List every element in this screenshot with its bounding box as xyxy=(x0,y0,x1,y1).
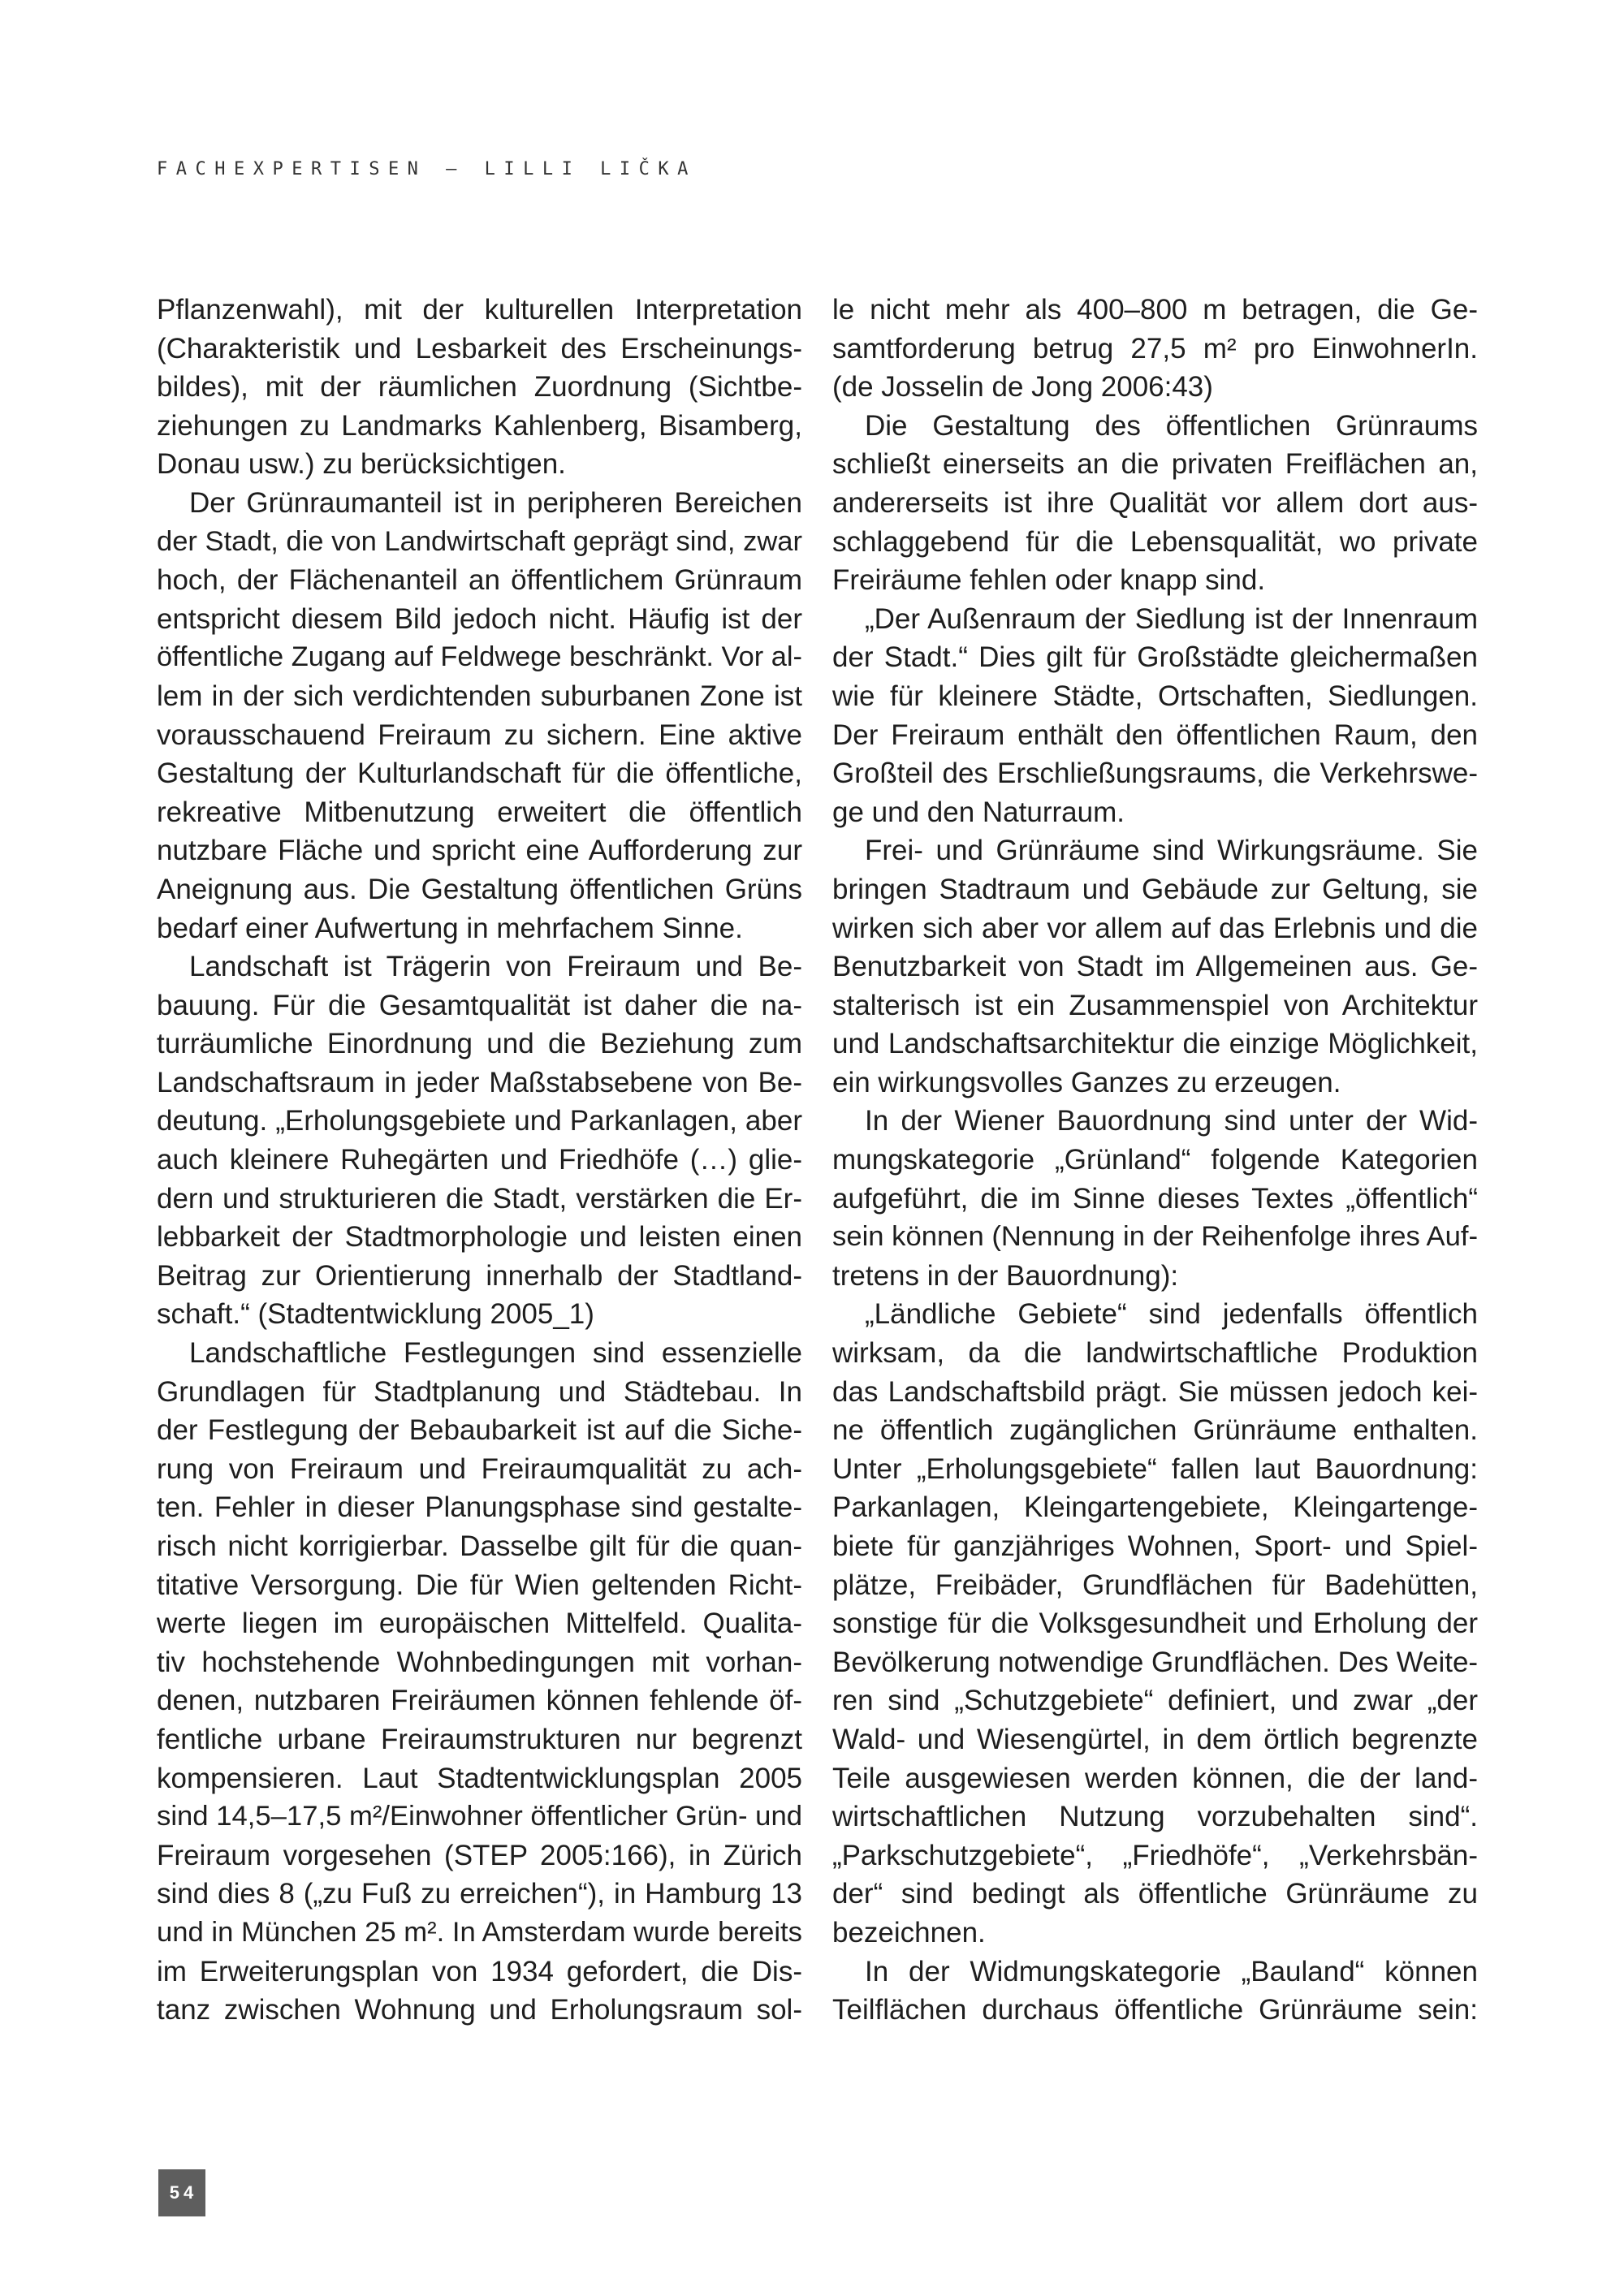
paragraph xyxy=(157,947,802,1334)
text-line: (Charakteristik und Lesbarkeit des Erscheinungs- xyxy=(157,332,802,365)
text-line: kompensieren. Laut Stadtentwicklungsplan 2005 xyxy=(157,1762,802,1794)
paragraph xyxy=(832,291,1478,407)
paragraph xyxy=(832,831,1478,1102)
text-line: bezeichnen. xyxy=(832,1916,986,1949)
paragraph xyxy=(832,1295,1478,1952)
text-line: Gestaltung der Kulturlandschaft für die öffentliche, xyxy=(157,757,802,790)
text-line: (de Josselin de Jong 2006:43) xyxy=(832,371,1213,404)
paragraph xyxy=(157,1334,802,2030)
text-line: tiv hochstehende Wohnbedingungen mit vorhan- xyxy=(157,1646,802,1678)
text-line: biete für ganzjähriges Wohnen, Sport- und Spiel- xyxy=(832,1530,1478,1562)
text-line: Benutzbarkeit von Stadt im Allgemeinen aus. Ge- xyxy=(832,951,1478,983)
text-line: risch nicht korrigierbar. Dasselbe gilt für die quan- xyxy=(157,1530,802,1562)
text-line: Teilflächen durchaus öffentliche Grünräume sein: xyxy=(832,1994,1478,2026)
text-line: ziehungen zu Landmarks Kahlenberg, Bisamberg, xyxy=(157,409,802,442)
text-line: schaft.“ (Stadtentwicklung 2005_1) xyxy=(157,1298,594,1331)
text-line: ren sind „Schutzgebiete“ definiert, und zwar „der xyxy=(832,1685,1478,1717)
text-line: vorausschauend Freiraum zu sichern. Eine aktive xyxy=(157,719,802,751)
text-line: Bevölkerung notwendige Grundflächen. Des Weite- xyxy=(832,1646,1479,1678)
text-line: aufgeführt, die im Sinne dieses Textes „öffentlich“ xyxy=(832,1182,1478,1215)
text-line: wirksam, da die landwirtschaftliche Produktion xyxy=(832,1337,1478,1370)
text-line: lebbarkeit der Stadtmorphologie und leisten einen xyxy=(157,1221,802,1254)
text-line: sonstige für die Volksgesundheit und Erholung der xyxy=(832,1608,1478,1640)
text-line: ten. Fehler in dieser Planungsphase sind gestalte- xyxy=(157,1491,802,1524)
text-line: Beitrag zur Orientierung innerhalb der Stadtland- xyxy=(157,1259,802,1292)
text-line: deutung. „Erholungsgebiete und Parkanlagen, aber xyxy=(157,1105,802,1137)
text-line: wirken sich aber vor allem auf das Erlebnis und die xyxy=(832,912,1478,944)
text-line: Landschaftsraum in jeder Maßstabsebene von Be- xyxy=(157,1066,802,1098)
text-line: das Landschaftsbild prägt. Sie müssen jedoch kei- xyxy=(832,1375,1478,1408)
text-line: Unter „Erholungsgebiete“ fallen laut Bauordnung: xyxy=(832,1452,1478,1485)
text-line: sein können (Nennung in der Reihenfolge ihres Auf- xyxy=(832,1221,1478,1253)
text-line: tretens in der Bauordnung): xyxy=(832,1259,1179,1292)
text-line: und in München 25 m². In Amsterdam wurde bereits xyxy=(157,1916,802,1948)
text-line: In der Wiener Bauordnung sind unter der Wid- xyxy=(865,1105,1478,1137)
text-line: Donau usw.) zu berücksichtigen. xyxy=(157,448,566,481)
page-number: 54 xyxy=(158,2169,205,2216)
text-line: ein wirkungsvolles Ganzes zu erzeugen. xyxy=(832,1066,1341,1098)
text-line: der Festlegung der Bebaubarkeit ist auf die Siche- xyxy=(157,1414,802,1447)
text-line: Großteil des Erschließungsraums, die Verkehrswe- xyxy=(832,757,1478,790)
text-line: plätze, Freibäder, Grundflächen für Badehütten, xyxy=(832,1569,1478,1601)
text-line: „Ländliche Gebiete“ sind jedenfalls öffentlich xyxy=(865,1298,1478,1331)
text-line: wirtschaftlichen Nutzung vorzubehalten sind“. xyxy=(832,1801,1478,1833)
text-line: samtforderung betrug 27,5 m² pro EinwohnerIn. xyxy=(832,332,1478,365)
text-line: ne öffentlich zugänglichen Grünräume enthalten. xyxy=(832,1414,1478,1447)
text-line: sind 14,5–17,5 m²/Einwohner öffentlicher Grün- und xyxy=(157,1801,802,1832)
paragraph xyxy=(832,1102,1478,1295)
text-line: le nicht mehr als 400–800 m betragen, die Ge- xyxy=(832,294,1478,326)
text-line: der Stadt, die von Landwirtschaft geprägt sind, zwar xyxy=(157,525,803,557)
text-line: andererseits ist ihre Qualität vor allem dort aus- xyxy=(832,486,1478,519)
text-line: der Stadt.“ Dies gilt für Großstädte gleichermaßen xyxy=(832,641,1478,674)
text-line: Freiraum vorgesehen (STEP 2005:166), in Zürich xyxy=(157,1839,802,1871)
text-line: rekreative Mitbenutzung erweitert die öffentlich xyxy=(157,796,802,828)
text-line: rung von Freiraum und Freiraumqualität zu ach- xyxy=(157,1452,802,1485)
text-line: der“ sind bedingt als öffentliche Grünräume zu xyxy=(832,1878,1478,1910)
text-line: fentliche urbane Freiraumstrukturen nur begrenzt xyxy=(157,1723,802,1755)
text-line: mungskategorie „Grünland“ folgende Kategorien xyxy=(832,1144,1478,1176)
text-line: bringen Stadtraum und Gebäude zur Geltung, sie xyxy=(832,873,1478,905)
paragraph xyxy=(832,600,1478,832)
text-line: „Parkschutzgebiete“, „Friedhöfe“, „Verkehrsbän- xyxy=(832,1839,1478,1871)
text-line: dern und strukturieren die Stadt, verstärken die Er- xyxy=(157,1182,802,1215)
text-line: turräumliche Einordnung und die Beziehung zum xyxy=(157,1028,802,1060)
text-line: Teile ausgewiesen werden können, die der land- xyxy=(832,1762,1478,1794)
text-line: Der Grünraumanteil ist in peripheren Bereichen xyxy=(189,486,802,519)
text-line: bildes), mit der räumlichen Zuordnung (Sichtbe- xyxy=(157,371,802,404)
text-line: wie für kleinere Städte, Ortschaften, Siedlungen. xyxy=(832,680,1478,712)
text-line: Die Gestaltung des öffentlichen Grünraums xyxy=(865,409,1478,442)
text-line: Grundlagen für Stadtplanung und Städtebau. In xyxy=(157,1375,802,1408)
paragraph xyxy=(832,407,1478,600)
text-line: Landschaft ist Trägerin von Freiraum und Be- xyxy=(189,951,802,983)
text-line: sind dies 8 („zu Fuß zu erreichen“), in Hamburg 13 xyxy=(157,1878,802,1910)
text-line: entspricht diesem Bild jedoch nicht. Häufig ist der xyxy=(157,602,802,635)
text-line: Freiräume fehlen oder knapp sind. xyxy=(832,564,1266,597)
text-line: Aneignung aus. Die Gestaltung öffentlichen Grüns xyxy=(157,873,802,905)
text-line: schlaggebend für die Lebensqualität, wo private xyxy=(832,525,1478,558)
text-line: und Landschaftsarchitektur die einzige Möglichkeit, xyxy=(832,1028,1478,1060)
text-line: lem in der sich verdichtenden suburbanen Zone ist xyxy=(157,680,802,712)
text-line: hoch, der Flächenanteil an öffentlichem Grünraum xyxy=(157,564,802,597)
text-line: tanz zwischen Wohnung und Erholungsraum sol- xyxy=(157,1994,802,2026)
text-line: bauung. Für die Gesamtqualität ist daher die na- xyxy=(157,989,802,1021)
text-column-right xyxy=(832,291,1478,2030)
paragraph xyxy=(832,1953,1478,2030)
text-line: Landschaftliche Festlegungen sind essenzielle xyxy=(189,1337,802,1370)
text-line: ge und den Naturraum. xyxy=(832,796,1125,828)
text-line: bedarf einer Aufwertung in mehrfachem Sinne. xyxy=(157,912,743,944)
text-line: werte liegen im europäischen Mittelfeld. Qualita- xyxy=(157,1608,802,1640)
text-line: im Erweiterungsplan von 1934 gefordert, die Dis- xyxy=(157,1955,802,1987)
text-line: Parkanlagen, Kleingartengebiete, Kleingartenge- xyxy=(832,1491,1478,1524)
text-line: titative Versorgung. Die für Wien geltenden Richt- xyxy=(157,1569,802,1601)
text-line: auch kleinere Ruhegärten und Friedhöfe (…) glie- xyxy=(157,1144,802,1176)
text-line: Der Freiraum enthält den öffentlichen Raum, den xyxy=(832,719,1478,751)
text-column-left xyxy=(157,291,802,2030)
text-line: öffentliche Zugang auf Feldwege beschränkt. Vor al- xyxy=(157,641,802,673)
paragraph xyxy=(157,291,802,484)
text-line: „Der Außenraum der Siedlung ist der Innenraum xyxy=(865,602,1478,635)
text-line: Pflanzenwahl), mit der kulturellen Interpretation xyxy=(157,294,802,326)
text-line: In der Widmungskategorie „Bauland“ können xyxy=(865,1955,1478,1987)
text-line: stalterisch ist ein Zusammenspiel von Architektur xyxy=(832,989,1478,1021)
text-line: denen, nutzbaren Freiräumen können fehlende öf- xyxy=(157,1685,802,1717)
text-line: schließt einerseits an die privaten Freiflächen an, xyxy=(832,448,1478,481)
paragraph xyxy=(157,484,802,947)
text-line: nutzbare Fläche und spricht eine Aufforderung zur xyxy=(157,835,802,867)
running-head: FACHEXPERTISEN – LILLI LIČKA xyxy=(157,159,697,179)
text-line: Wald- und Wiesengürtel, in dem örtlich begrenzte xyxy=(832,1723,1478,1755)
text-line: Frei- und Grünräume sind Wirkungsräume. Sie xyxy=(865,835,1478,867)
